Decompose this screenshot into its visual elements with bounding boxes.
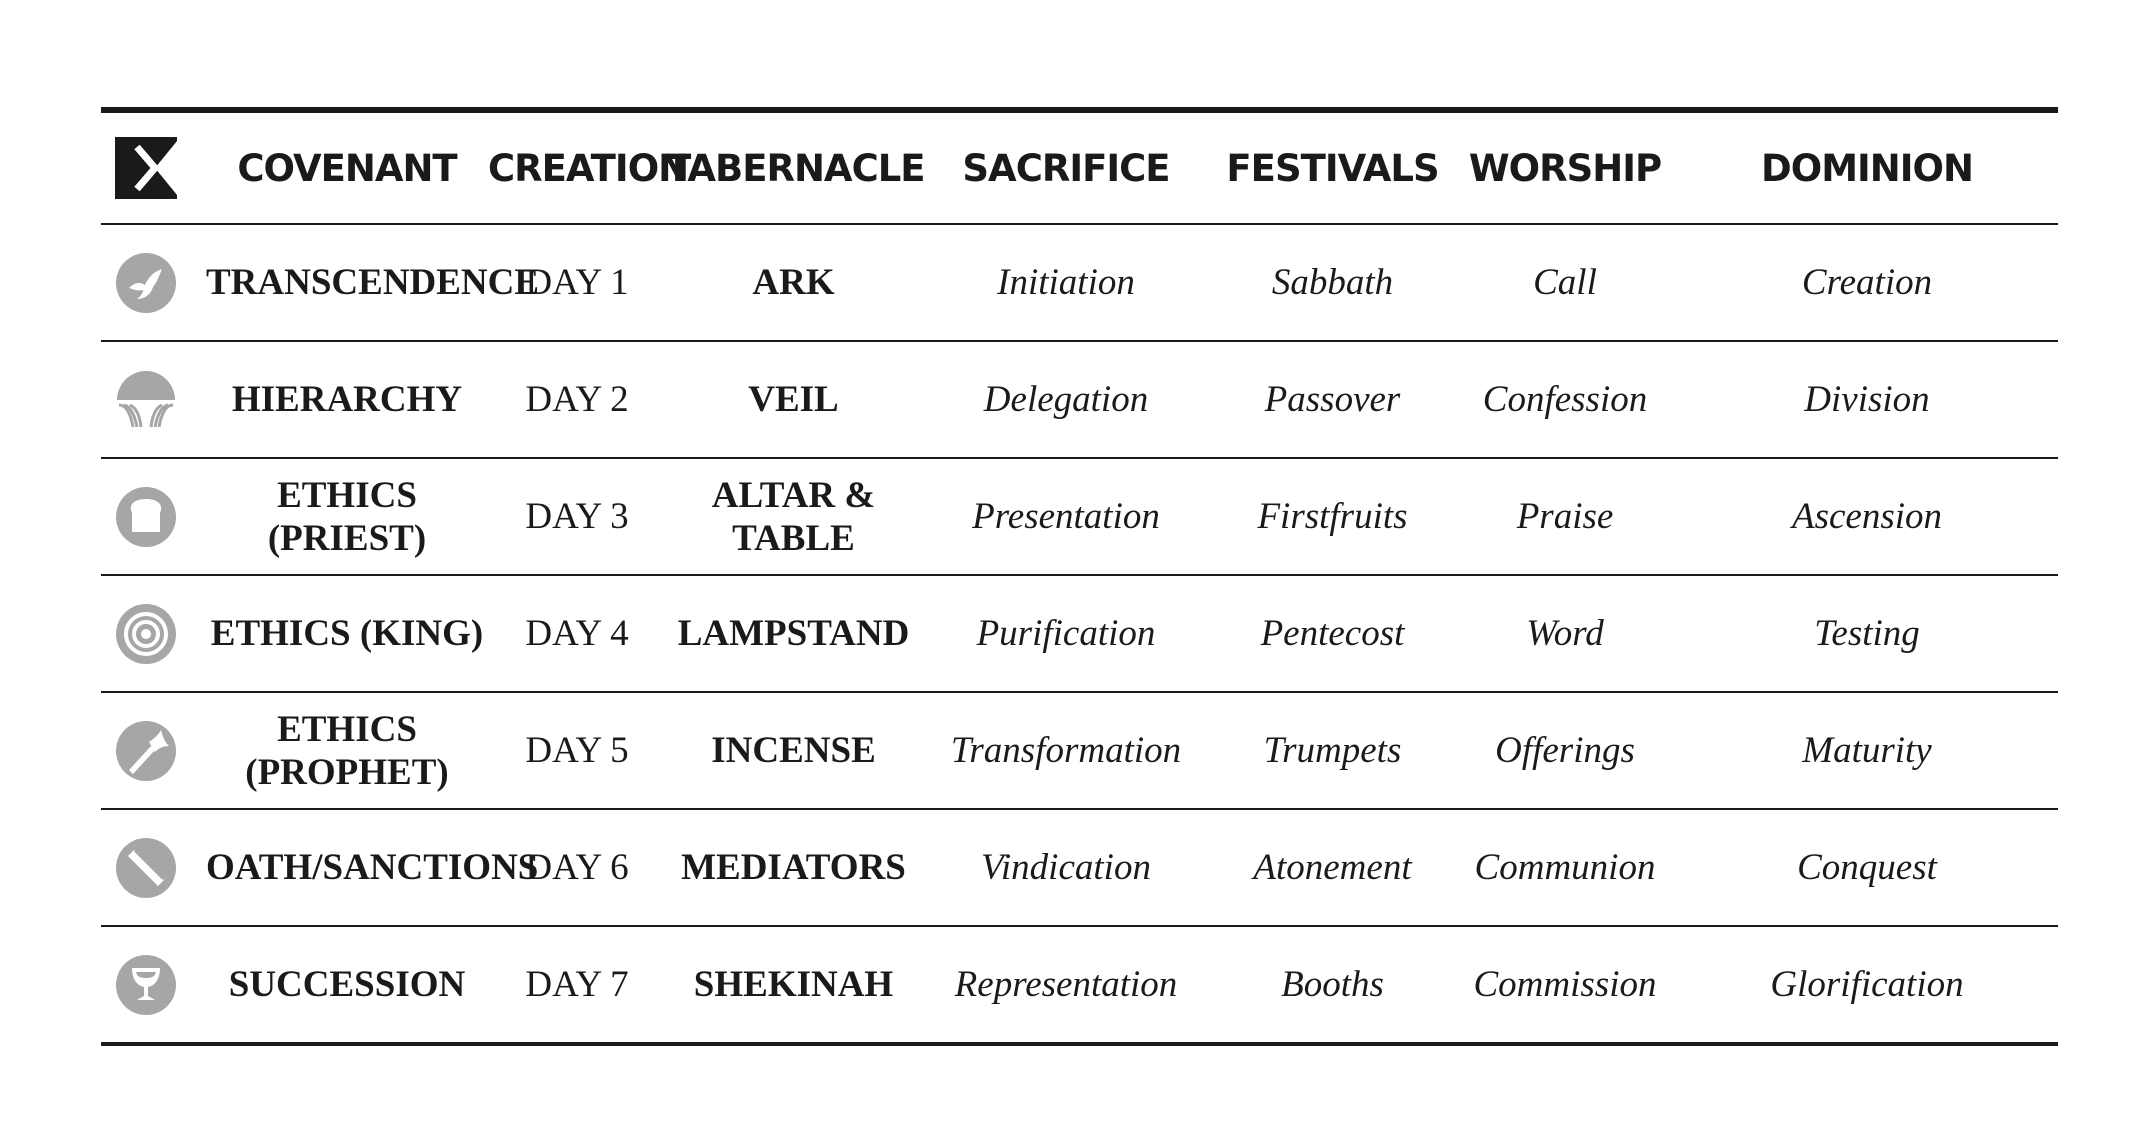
dominion-cell: Glorification bbox=[1770, 964, 1964, 1005]
creation-cell: DAY 4 bbox=[525, 613, 629, 654]
worship-cell: Commission bbox=[1473, 964, 1657, 1005]
trumpet-icon bbox=[115, 720, 177, 782]
dominion-cell: Ascension bbox=[1791, 496, 1943, 537]
header-logo-cell bbox=[101, 110, 206, 224]
sacrifice-cell: Initiation bbox=[997, 262, 1135, 303]
tabernacle-cell: SHEKINAH bbox=[693, 964, 894, 1005]
worship-cell: Word bbox=[1526, 613, 1604, 654]
table-row bbox=[101, 926, 2058, 1044]
sacrifice-cell: Transformation bbox=[950, 730, 1182, 771]
header-creation: CREATION bbox=[488, 146, 689, 190]
covenant-cell: ETHICS (PROPHET) bbox=[245, 708, 449, 793]
dominion-cell: Division bbox=[1804, 379, 1930, 420]
bread-icon bbox=[115, 486, 177, 548]
tabernacle-cell: INCENSE bbox=[711, 730, 876, 771]
worship-cell: Call bbox=[1533, 262, 1597, 303]
dominion-cell: Maturity bbox=[1802, 730, 1932, 771]
creation-cell: DAY 2 bbox=[525, 379, 629, 420]
table-row bbox=[101, 341, 2058, 458]
cup-icon bbox=[115, 954, 177, 1016]
dominion-cell: Conquest bbox=[1797, 847, 1937, 888]
header-worship: WORSHIP bbox=[1468, 146, 1662, 190]
sacrifice-cell: Vindication bbox=[981, 847, 1151, 888]
festivals-cell: Sabbath bbox=[1271, 262, 1394, 303]
covenant-table bbox=[101, 107, 2058, 1046]
covenant-cell: HIERARCHY bbox=[231, 379, 463, 420]
sacrifice-cell: Delegation bbox=[983, 379, 1149, 420]
tabernacle-cell: ALTAR & TABLE bbox=[711, 474, 876, 559]
tabernacle-cell: LAMPSTAND bbox=[677, 613, 910, 654]
festivals-cell: Atonement bbox=[1253, 847, 1412, 888]
creation-cell: DAY 7 bbox=[525, 964, 629, 1005]
sunrise-icon bbox=[115, 369, 177, 431]
spiral-icon bbox=[115, 603, 177, 665]
creation-cell: DAY 5 bbox=[525, 730, 629, 771]
tabernacle-cell: MEDIATORS bbox=[681, 847, 906, 888]
knife-icon bbox=[115, 837, 177, 899]
festivals-cell: Pentecost bbox=[1260, 613, 1405, 654]
worship-cell: Communion bbox=[1474, 847, 1656, 888]
header-festivals: FESTIVALS bbox=[1226, 146, 1439, 190]
creation-cell: DAY 1 bbox=[525, 262, 629, 303]
creation-cell: DAY 3 bbox=[525, 496, 629, 537]
table-row bbox=[101, 458, 2058, 575]
header-covenant: COVENANT bbox=[237, 146, 457, 190]
covenant-cell: ETHICS (PRIEST) bbox=[267, 474, 427, 559]
covenant-cell: OATH/SANCTIONS bbox=[206, 847, 539, 888]
table-row bbox=[101, 575, 2058, 692]
worship-cell: Praise bbox=[1516, 496, 1614, 537]
festivals-cell: Passover bbox=[1264, 379, 1401, 420]
header-sacrifice: SACRIFICE bbox=[962, 146, 1170, 190]
dominion-cell: Testing bbox=[1814, 613, 1920, 654]
covenant-cell: ETHICS (KING) bbox=[210, 613, 484, 654]
table-row bbox=[101, 809, 2058, 926]
sacrifice-cell: Purification bbox=[976, 613, 1156, 654]
worship-cell: Confession bbox=[1482, 379, 1648, 420]
sacrifice-cell: Representation bbox=[954, 964, 1178, 1005]
worship-cell: Offerings bbox=[1495, 730, 1635, 771]
covenant-cell: SUCCESSION bbox=[228, 964, 466, 1005]
header-tabernacle: TABERNACLE bbox=[666, 146, 925, 190]
tabernacle-cell: ARK bbox=[752, 262, 835, 303]
festivals-cell: Trumpets bbox=[1263, 730, 1402, 771]
dominion-cell: Creation bbox=[1801, 262, 1933, 303]
header-dominion: DOMINION bbox=[1761, 146, 1973, 190]
festivals-cell: Booths bbox=[1281, 964, 1384, 1005]
dove-icon bbox=[115, 252, 177, 314]
table-row bbox=[101, 224, 2058, 341]
sacrifice-cell: Presentation bbox=[972, 496, 1160, 537]
covenant-table-container bbox=[101, 107, 2058, 1046]
creation-cell: DAY 6 bbox=[525, 847, 629, 888]
festivals-cell: Firstfruits bbox=[1257, 496, 1408, 537]
table-row bbox=[101, 692, 2058, 809]
x-logo-icon bbox=[115, 137, 177, 199]
header-row bbox=[101, 110, 2058, 224]
covenant-cell: TRANSCENDENCE bbox=[206, 262, 540, 303]
tabernacle-cell: VEIL bbox=[748, 379, 839, 420]
